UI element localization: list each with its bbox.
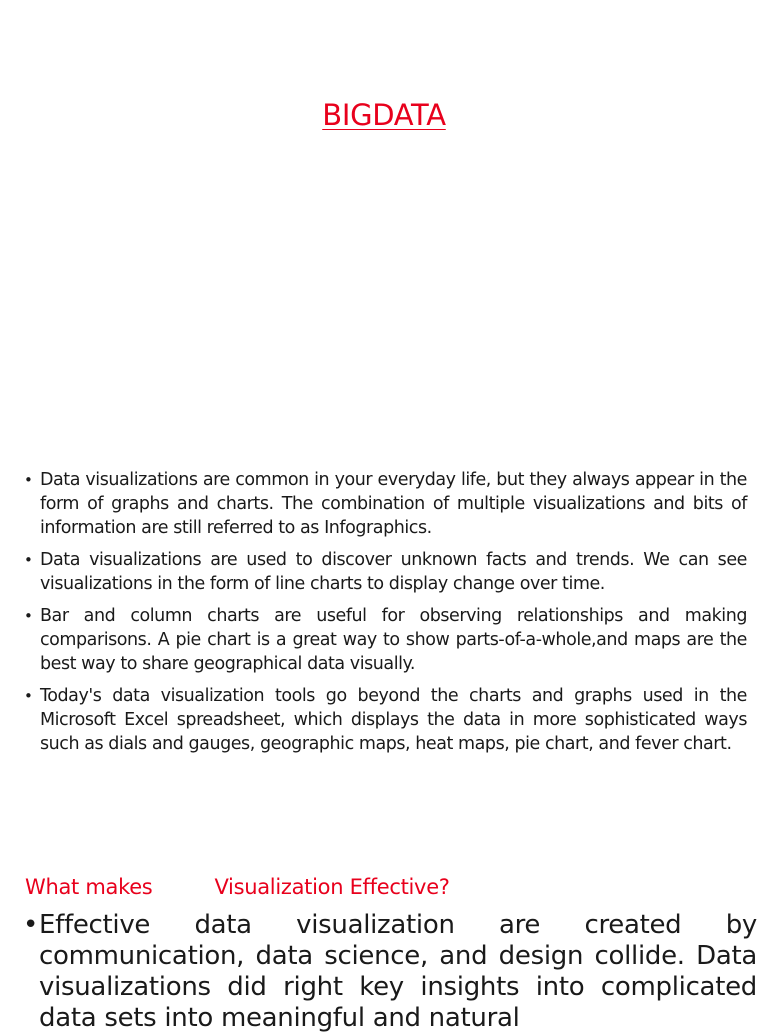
bullet-list xyxy=(22,468,747,764)
bullet-text: Data visualizations are common in your everyday life, but they always appear in the form of graphs and charts. The combination of multiple visualizations and bits of information are still referred to as Infographics. xyxy=(40,470,747,538)
list-item xyxy=(22,468,747,540)
list-item xyxy=(22,604,747,676)
bullet-icon: • xyxy=(24,551,33,569)
large-bullet-item xyxy=(23,910,757,1034)
list-item xyxy=(22,548,747,596)
bullet-icon: • xyxy=(24,607,33,625)
section-heading-part2: Visualization Effective? xyxy=(214,875,450,899)
bullet-icon: • xyxy=(23,910,39,940)
bullet-icon: • xyxy=(24,471,33,489)
bullet-text: Today's data visualization tools go beyond the charts and graphs used in the Microsoft Excel spreadsheet, which displays the data in more sophisticated ways such as dials and gauges, geographic maps, heat maps, pie chart, and fever chart. xyxy=(40,686,747,754)
section-heading-part1: What makes xyxy=(25,875,153,899)
bullet-text: Bar and column charts are useful for observing relationships and making comparisons. A pie chart is a great way to show parts-of-a-whole,and maps are the best way to share geographical data visually. xyxy=(40,606,747,674)
page-title: BIGDATA xyxy=(322,98,446,132)
section-heading xyxy=(25,875,450,899)
list-item xyxy=(22,684,747,756)
bullet-icon: • xyxy=(24,687,33,705)
large-bullet-text: Effective data visualization are created by communication, data science, and design collide. Data visualizations did right key insights into complicated data sets into meaningful and natural xyxy=(39,910,757,1033)
bullet-text: Data visualizations are used to discover unknown facts and trends. We can see visualizations in the form of line charts to display change over time. xyxy=(40,550,747,594)
